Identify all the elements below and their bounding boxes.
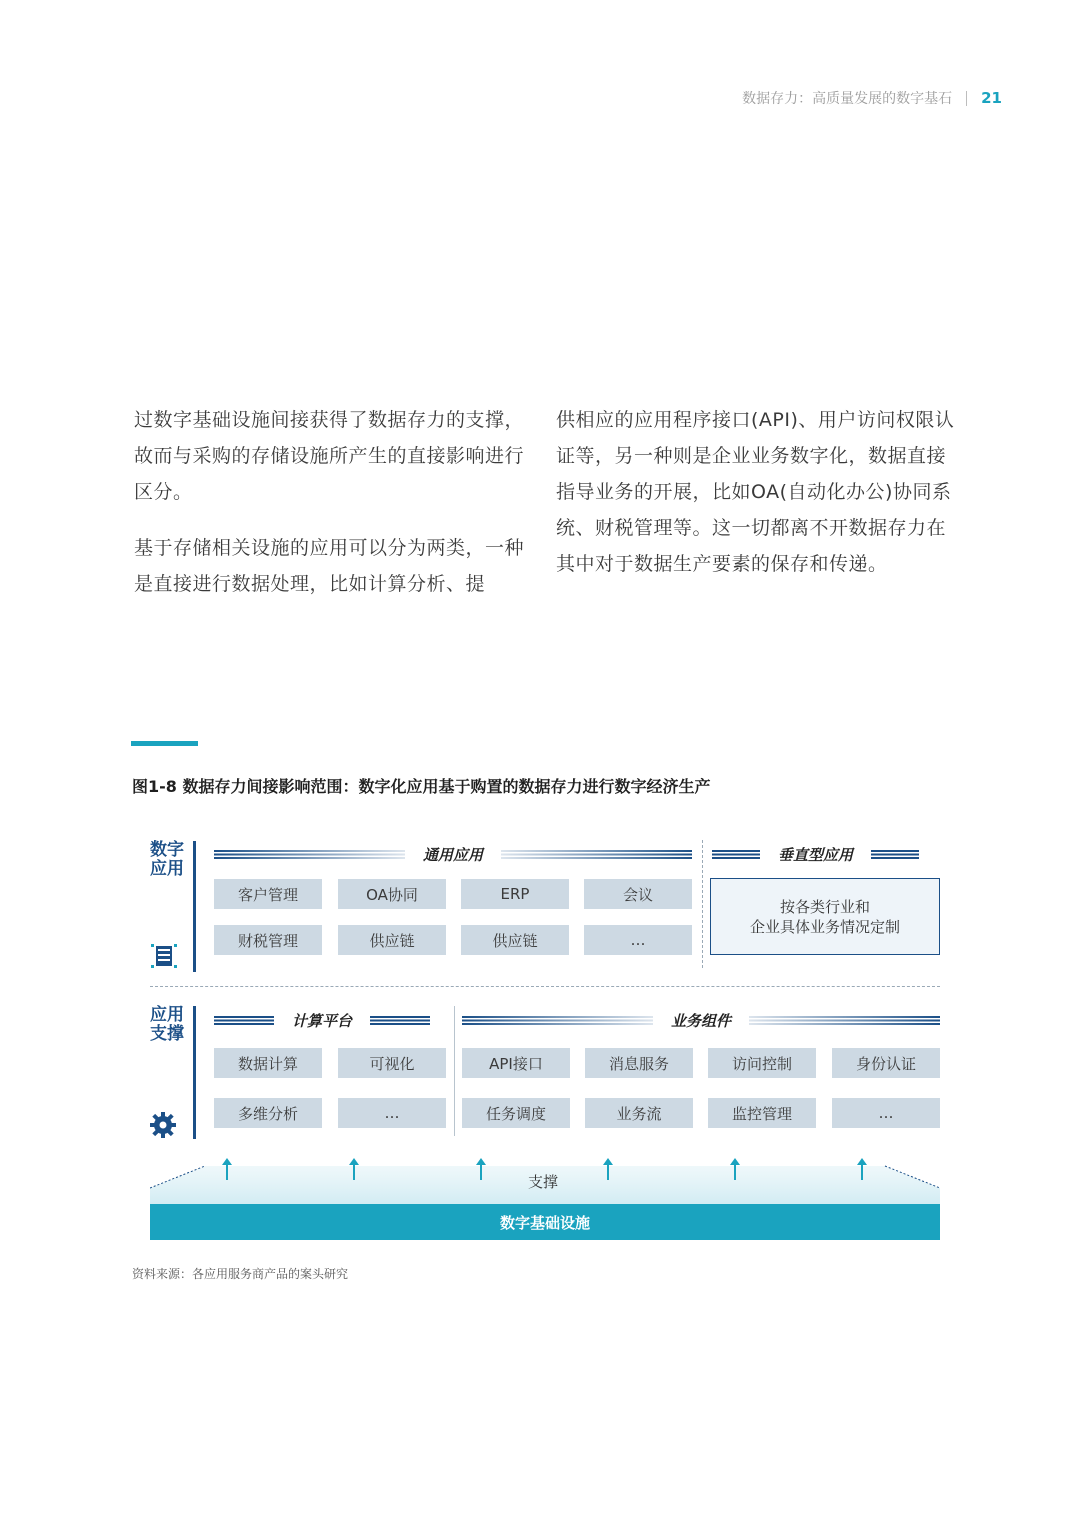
component-tile: 监控管理: [708, 1098, 816, 1128]
figure-source: 资料来源：各应用服务商产品的案头研究: [132, 1267, 349, 1281]
layer-dashed-separator: [150, 986, 940, 987]
running-header: [742, 88, 1002, 108]
layer-label-digital-apps: 数字应用: [150, 840, 184, 879]
layer-divider-line: [193, 1006, 196, 1139]
section-dashed-divider: [702, 840, 703, 968]
body-column-right: [556, 402, 956, 582]
header-divider: [966, 91, 967, 106]
business-components-header: [462, 1011, 940, 1030]
body-column-left: [134, 402, 529, 602]
vertical-apps-title: 垂直型应用: [778, 845, 854, 864]
stripe-decoration: [712, 850, 760, 859]
app-tile: ERP: [461, 879, 569, 909]
compute-platform-header: [214, 1011, 446, 1030]
component-tile: 身份认证: [832, 1048, 940, 1078]
component-tile: API接口: [462, 1048, 570, 1078]
component-tile: 业务流: [585, 1098, 693, 1128]
paragraph: 基于存储相关设施的应用可以分为两类，一种是直接进行数据处理，比如计算分析、提: [134, 537, 525, 595]
stripe-decoration: [462, 1016, 653, 1025]
stripe-decoration: [501, 850, 692, 859]
figure-title: 图1-8 数据存力间接影响范围：数字化应用基于购置的数据存力进行数字经济生产: [132, 777, 711, 796]
figure-accent-bar: [131, 741, 198, 746]
app-tile: 供应链: [338, 925, 446, 955]
general-apps-title: 通用应用: [423, 845, 484, 864]
layer-label-app-support: 应用支撑: [150, 1005, 184, 1044]
app-tile: OA协同: [338, 879, 446, 909]
server-rack-icon: [150, 942, 178, 970]
header-title: 数据存力：高质量发展的数字基石: [742, 91, 953, 107]
foundation-bar: 数字基础设施: [150, 1204, 940, 1240]
arrow-up-icon: [474, 1158, 488, 1180]
app-tile: 财税管理: [214, 925, 322, 955]
component-tile: …: [832, 1098, 940, 1128]
app-tile: 供应链: [461, 925, 569, 955]
vertical-apps-line1: 按各类行业和: [779, 897, 870, 916]
app-tile: …: [584, 925, 692, 955]
arrow-up-icon: [728, 1158, 742, 1180]
component-tile: 可视化: [338, 1048, 446, 1078]
vertical-apps-header: [712, 845, 940, 864]
section-divider: [454, 1006, 455, 1136]
paragraph: 供相应的应用程序接口(API)、用户访问权限认证等，另一种则是企业业务数字化，数据直接指导业务的开展，比如OA(自动化办公)协同系统、财税管理等。这一切都离不开数据存力在其中对于数据生产要素的保存和传递。: [556, 409, 955, 575]
stripe-decoration: [749, 1016, 940, 1025]
arrow-up-icon: [220, 1158, 234, 1180]
component-tile: 访问控制: [708, 1048, 816, 1078]
stripe-decoration: [871, 850, 919, 859]
vertical-apps-line2: 企业具体业务情况定制: [749, 917, 900, 936]
component-tile: 任务调度: [462, 1098, 570, 1128]
stripe-decoration: [214, 1016, 274, 1025]
arrow-up-icon: [855, 1158, 869, 1180]
business-components-title: 业务组件: [671, 1011, 732, 1030]
layer-divider-line: [193, 841, 196, 972]
support-label: 支撑: [528, 1173, 559, 1191]
arrow-up-icon: [347, 1158, 361, 1180]
vertical-apps-box: [710, 878, 940, 955]
app-tile: 会议: [584, 879, 692, 909]
stripe-decoration: [214, 850, 405, 859]
component-tile: …: [338, 1098, 446, 1128]
paragraph: 过数字基础设施间接获得了数据存力的支撑，故而与采购的存储设施所产生的直接影响进行区分。: [134, 409, 525, 503]
app-tile: 客户管理: [214, 879, 322, 909]
component-tile: 数据计算: [214, 1048, 322, 1078]
component-tile: 消息服务: [585, 1048, 693, 1078]
stripe-decoration: [370, 1016, 430, 1025]
page-number: 21: [981, 89, 1002, 107]
compute-platform-title: 计算平台: [292, 1011, 353, 1030]
general-apps-header: [214, 845, 692, 864]
arrow-up-icon: [601, 1158, 615, 1180]
component-tile: 多维分析: [214, 1098, 322, 1128]
gear-icon: [148, 1110, 178, 1140]
